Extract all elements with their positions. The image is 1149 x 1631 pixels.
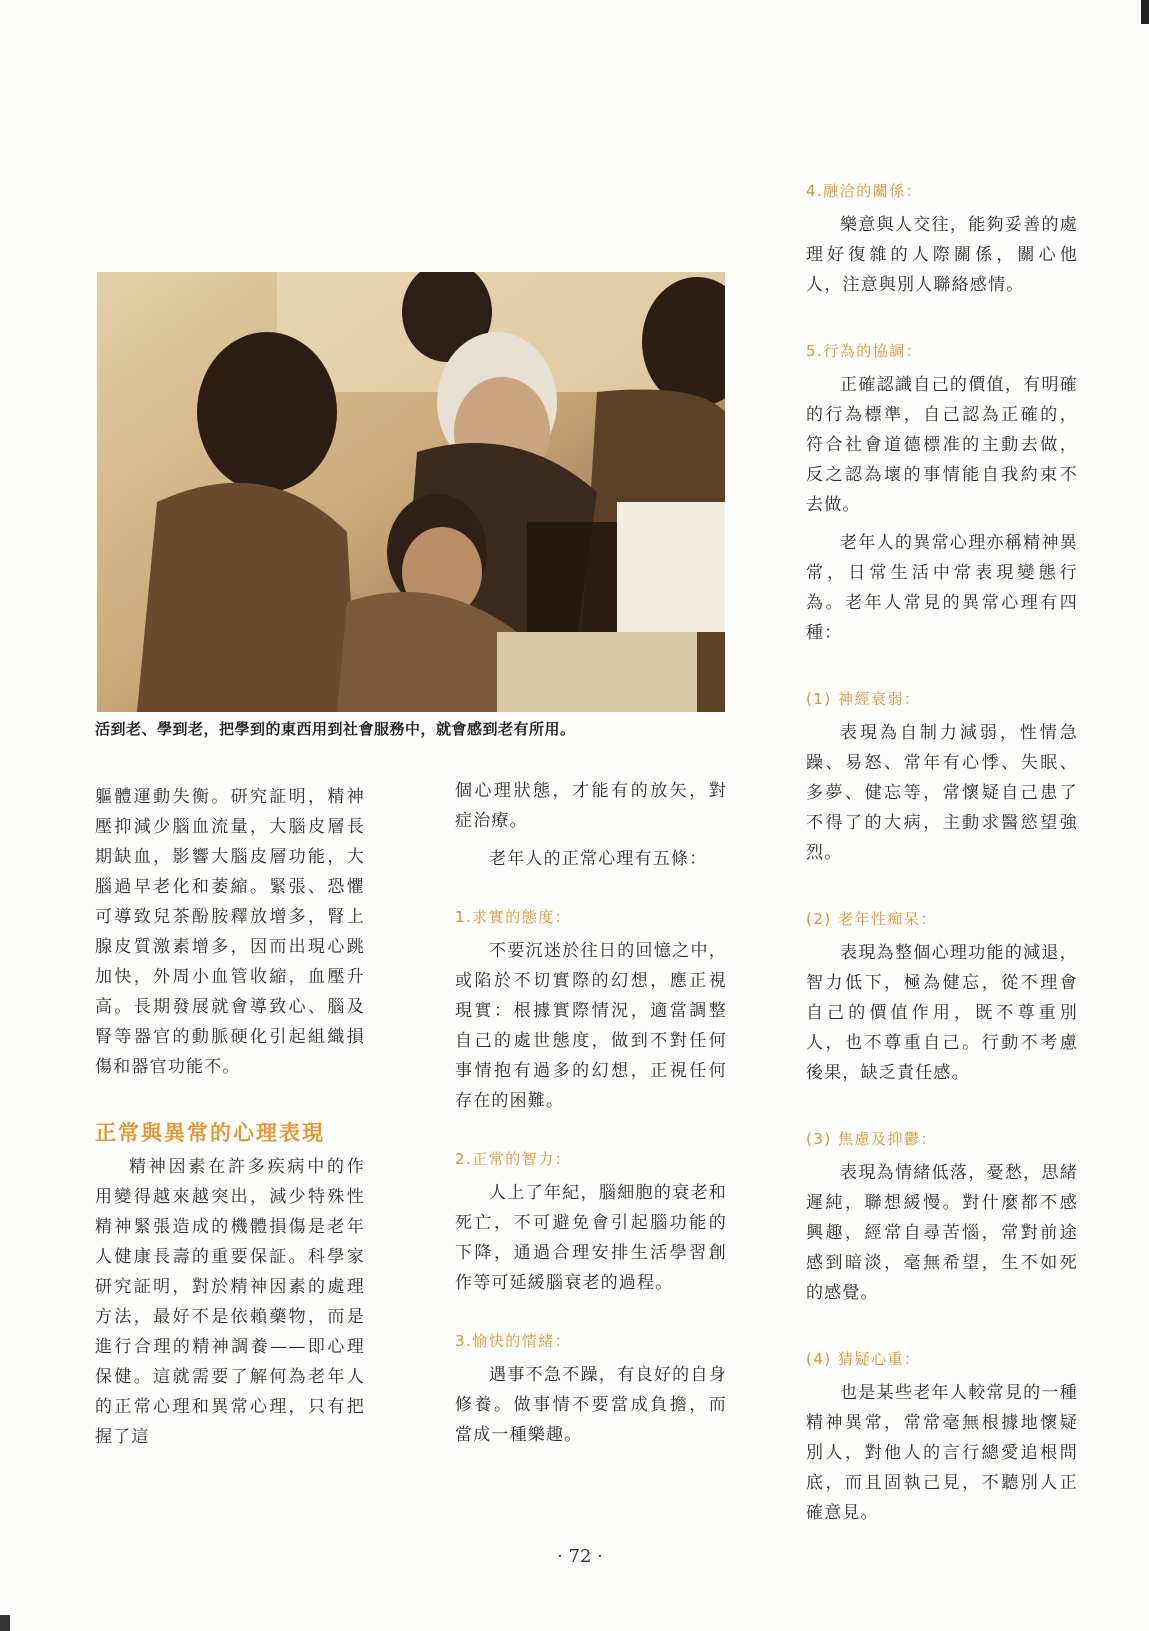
sub-heading-1: (1) 神經衰弱：	[806, 690, 921, 708]
body-paragraph: 老年人的正常心理有五條：	[489, 849, 708, 869]
body-paragraph: 表現為自制力減弱，性情急躁、易怒、常年有心悸、失眠、多夢、健忘等，常懷疑自己患了不得了的大病，主動求醫慾望強烈。	[806, 723, 1078, 863]
section-title: 正常與異常的心理表現	[95, 1121, 325, 1145]
body-paragraph: 個心理狀態，才能有的放矢，對症治療。	[455, 781, 727, 831]
page-number: · 72 ·	[557, 1546, 603, 1567]
numbered-heading-3: 3.愉快的情緒：	[455, 1332, 572, 1350]
sub-heading-4: (4) 猜疑心重：	[806, 1350, 921, 1368]
body-paragraph: 老年人的異常心理亦稱精神異常，日常生活中常表現變態行為。老年人常見的異常心理有四種：	[806, 533, 1078, 643]
sepia-photo	[97, 272, 725, 712]
body-paragraph: 也是某些老年人較常見的一種精神異常，常常毫無根據地懷疑別人，對他人的言行總愛追根問底，而且固執己見，不聽別人正確意見。	[806, 1383, 1078, 1523]
photo-illustration	[97, 272, 725, 712]
numbered-heading-5: 5.行為的協調：	[806, 342, 923, 360]
left-column	[95, 782, 365, 1460]
body-paragraph: 表現為整個心理功能的減退，智力低下，極為健忘，從不理會自己的價值作用，既不尊重別人，也不尊重自己。行動不考慮後果，缺乏責任感。	[806, 943, 1078, 1083]
body-paragraph: 正確認識自己的價值，有明確的行為標準，自己認為正確的，符合社會道德標准的主動去做，反之認為壞的事情能自我約束不去做。	[806, 375, 1078, 515]
photo-caption: 活到老、學到老，把學到的東西用到社會服務中，就會感到老有所用。	[95, 720, 576, 738]
sub-heading-2: (2) 老年性痴呆：	[806, 910, 938, 928]
body-paragraph: 遇事不急不躁，有良好的自身修養。做事情不要當成負擔，而當成一種樂趣。	[455, 1365, 727, 1445]
numbered-heading-2: 2.正常的智力：	[455, 1150, 572, 1168]
right-column	[806, 178, 1078, 1536]
scan-corner-mark	[0, 1615, 10, 1631]
scan-edge-mark	[1141, 0, 1149, 24]
middle-column	[455, 776, 727, 1458]
numbered-heading-4: 4.融洽的關係：	[806, 182, 923, 200]
numbered-heading-1: 1.求實的態度：	[455, 908, 572, 926]
body-paragraph: 表現為情緒低落，憂愁，思緒遲純，聯想緩慢。對什麼都不感興趣，經常自尋苦惱，常對前途感到暗淡，毫無希望，生不如死的感覺。	[806, 1163, 1078, 1303]
body-paragraph: 樂意與人交往，能夠妥善的處理好復雜的人際關係，關心他人，注意與別人聯絡感情。	[806, 215, 1078, 295]
body-paragraph: 精神因素在許多疾病中的作用變得越來越突出，減少特殊性精神緊張造成的機體損傷是老年人健康長壽的重要保証。科學家研究証明，對於精神因素的處理方法，最好不是依賴藥物，而是進行合理的精神調養——即心理保健。這就需要了解何為老年人的正常心理和異常心理，只有把握了這	[95, 1157, 365, 1447]
body-paragraph: 軀體運動失衡。研究証明，精神壓抑減少腦血流量，大腦皮層長期缺血，影響大腦皮層功能，大腦過早老化和萎縮。緊張、恐懼可導致兒茶酚胺釋放增多，腎上腺皮質激素增多，因而出現心跳加快，外周小血管收縮，血壓升高。長期發展就會導致心、腦及腎等器官的動脈硬化引起組織損傷和器官功能不。	[95, 787, 365, 1077]
body-paragraph: 不要沉迷於往日的回憶之中，或陷於不切實際的幻想，應正視現實：根據實際情況，適當調整自己的處世態度，做到不對任何事情抱有過多的幻想，正視任何存在的困難。	[455, 941, 727, 1111]
body-paragraph: 人上了年紀，腦細胞的衰老和死亡，不可避免會引起腦功能的下降，通過合理安排生活學習創作等可延緩腦衰老的過程。	[455, 1183, 727, 1293]
sub-heading-3: (3) 焦慮及抑鬱：	[806, 1130, 938, 1148]
